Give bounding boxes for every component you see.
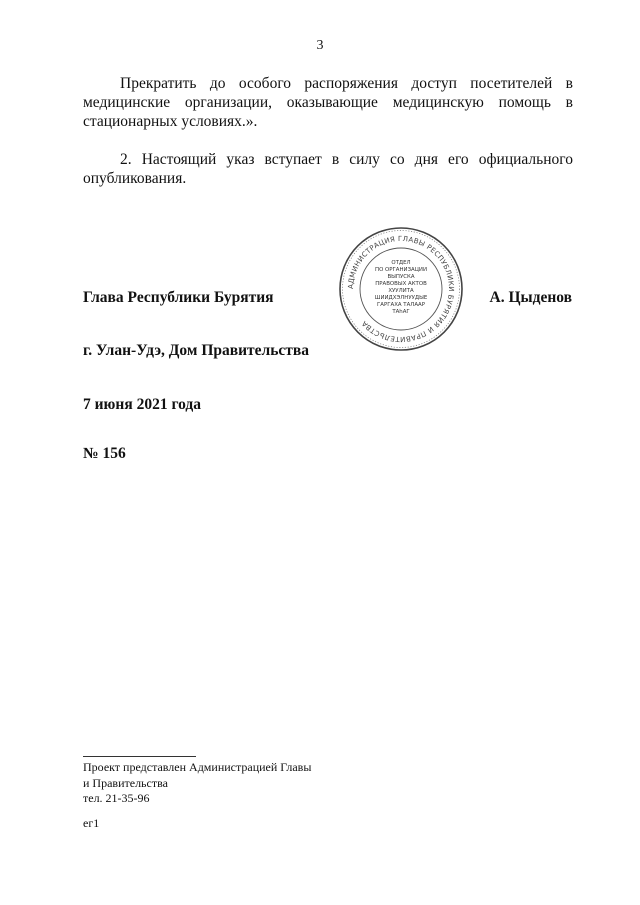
signing-date: 7 июня 2021 года xyxy=(83,396,202,413)
seal-line: ОТДЕЛ xyxy=(391,260,411,266)
seal-line: ПО ОРГАНИЗАЦИИ xyxy=(375,267,427,273)
seal-line: ГАРГАХА ТАЛААР xyxy=(377,302,425,308)
signing-place: г. Улан-Удэ, Дом Правительства xyxy=(83,342,310,359)
seal-line: ТАһАГ xyxy=(392,309,410,315)
seal-ring-text: АДМИНИСТРАЦИЯ ГЛАВЫ РЕСПУБЛИКИ БУРЯТИЯ И ПРАВИТЕЛЬСТВА xyxy=(346,234,456,344)
page-number: 3 xyxy=(316,38,324,53)
seal-line: ПРАВОВЫХ АКТОВ xyxy=(375,281,427,287)
footnote-line: и Правительства xyxy=(83,775,168,790)
seal-line: ВЫПУСКА xyxy=(387,274,415,280)
footnote-divider xyxy=(83,756,196,757)
seal-line: ХУУЛИТА xyxy=(388,288,414,294)
seal-line: ШИИДХЭЛНУУДЫЕ xyxy=(374,295,428,301)
document-code: ег1 xyxy=(83,816,100,830)
footnote-phone: тел. 21-35-96 xyxy=(83,791,150,805)
paragraph-effective-date: 2. Настоящий указ вступает в силу со дня его официального опубликования. xyxy=(83,151,573,187)
paragraph-visit-restriction: Прекратить до особого распоряжения доступ посетителей в медицинские организации, оказывающие медицинскую помощь в стационарных условиях.». xyxy=(83,75,573,130)
official-seal-icon xyxy=(338,226,464,352)
signatory-name: А. Цыденов xyxy=(489,289,572,306)
footnote xyxy=(83,760,311,807)
footnote-line: Проект представлен Администрацией Главы xyxy=(83,760,312,774)
signatory-title: Глава Республики Бурятия xyxy=(83,289,274,306)
decree-number: № 156 xyxy=(83,445,126,462)
